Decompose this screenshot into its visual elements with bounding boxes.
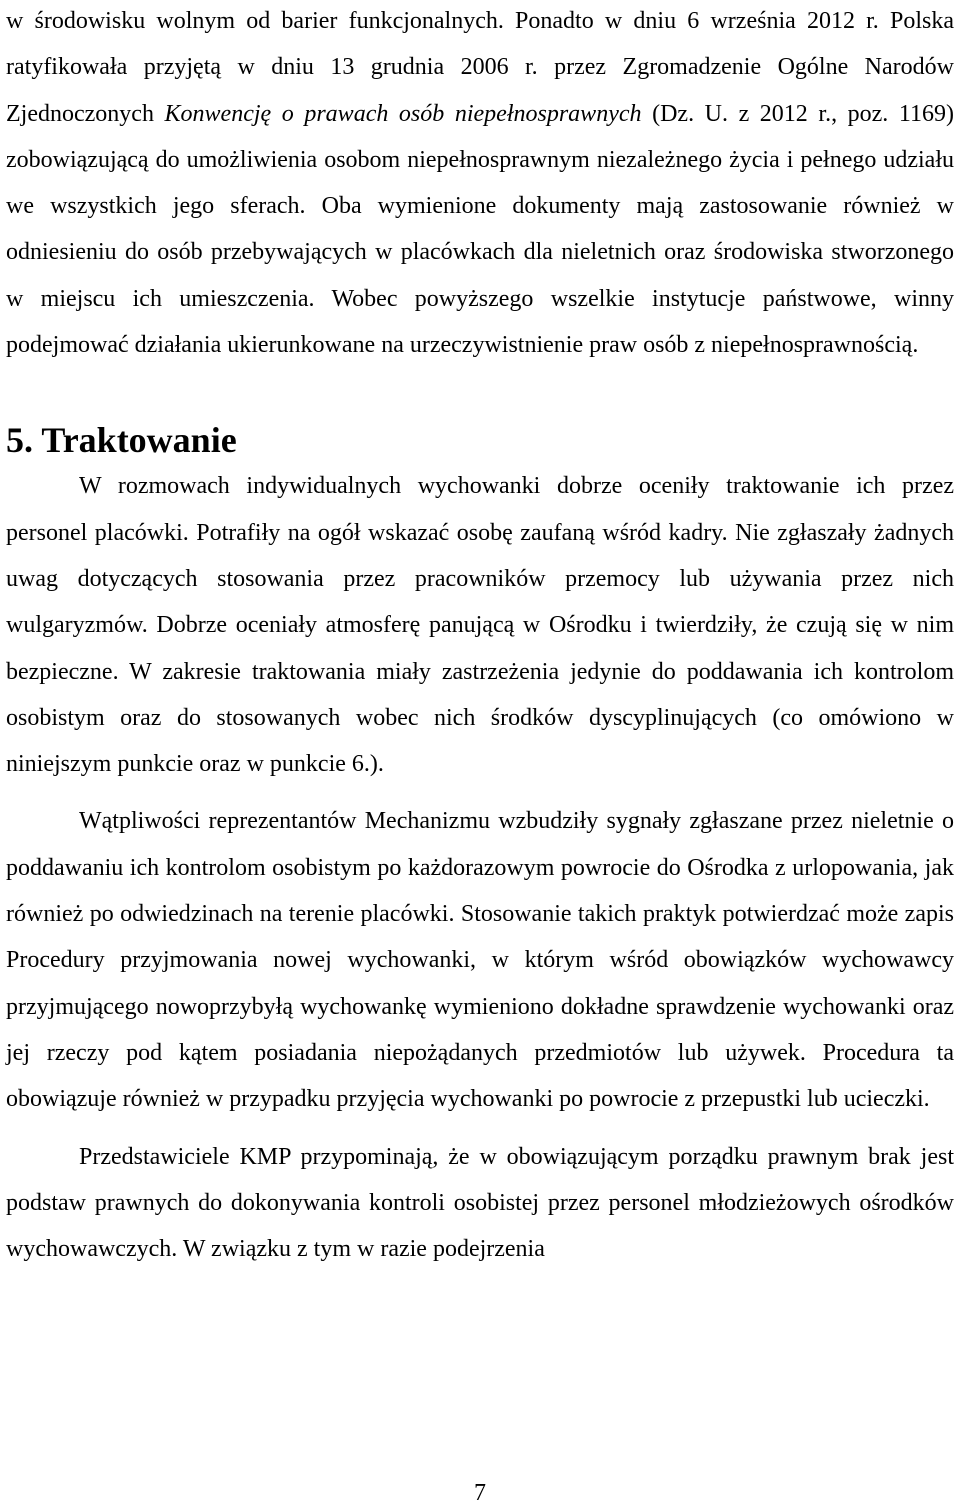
section-heading: 5. Traktowanie (6, 420, 237, 461)
paragraph-convention-text-a: w środowisku wolnym od barier funkcjonalnych. Ponadto w dniu 6 września 2012 r. Polska ratyfikowała przyjętą w dniu 13 grudnia 2006 r. przez Zgromadzenie Ogólne Narodów Zjednoczonych (6, 8, 954, 127)
spacer (6, 787, 954, 798)
document-page (6, 0, 954, 1505)
convention-title: Konwencję o prawach osób niepełnosprawnych (164, 100, 642, 127)
spacer (6, 368, 954, 417)
page-number: 7 (474, 1480, 486, 1506)
paragraph-doubts: Wątpliwości reprezentantów Mechanizmu wzbudziły sygnały zgłaszane przez nieletnie o poddawaniu ich kontrolom osobistym po każdorazowym powrocie do Ośrodka z urlopowania, jak również po odwiedzinach na terenie placówki. Stosowanie takich praktyk potwierdzać może zapis Procedury przyjmowania nowej wychowanki, w którym wśród obowiązków wychowawcy przyjmującego nowoprzybyłą wychowankę wymieniono dokładne sprawdzenie wychowanki oraz jej rzeczy pod kątem posiadania niepożądanych przedmiotów lub używek. Procedura ta obowiązuje również w przypadku przyjęcia wychowanki po powrocie z przepustki lub ucieczki. (6, 808, 954, 1113)
paragraph-convention-text-b: (Dz. U. z 2012 r., poz. 1169) zobowiązującą do umożliwienia osobom niepełnosprawnym niezależnego życia i pełnego udziału we wszystkich jego sferach. Oba wymienione dokumenty mają zastosowanie również w odniesieniu do osób przebywających w placówkach dla nieletnich oraz środowiska stworzonego w miejscu ich umieszczenia. Wobec powyższego wszelkie instytucje państwowe, winny podejmować działania ukierunkowane na urzeczywistnienie praw osób z niepełnosprawnością. (6, 100, 954, 359)
paragraph-treatment: W rozmowach indywidualnych wychowanki dobrze oceniły traktowanie ich przez personel placówki. Potrafiły na ogół wskazać osobę zaufaną wśród kadry. Nie zgłaszały żadnych uwag dotyczących stosowania przez pracowników przemocy lub używania przez nich wulgaryzmów. Dobrze oceniały atmosferę panującą w Ośrodku i twierdziły, że czują się w nim bezpieczne. W zakresie traktowania miały zastrzeżenia jedynie do poddawania ich kontrolom osobistym oraz do stosowanych wobec nich środków dyscyplinujących (co omówiono w niniejszym punkcie oraz w punkcie 6.). (6, 473, 954, 778)
paragraph-kmp-reminder: Przedstawiciele KMP przypominają, że w obowiązującym porządku prawnym brak jest podstaw prawnych do dokonywania kontroli osobistej przez personel młodzieżowych ośrodków wychowawczych. W związku z tym w razie podejrzenia (6, 1143, 954, 1263)
spacer (6, 1123, 954, 1134)
paragraph-convention (6, 0, 954, 368)
